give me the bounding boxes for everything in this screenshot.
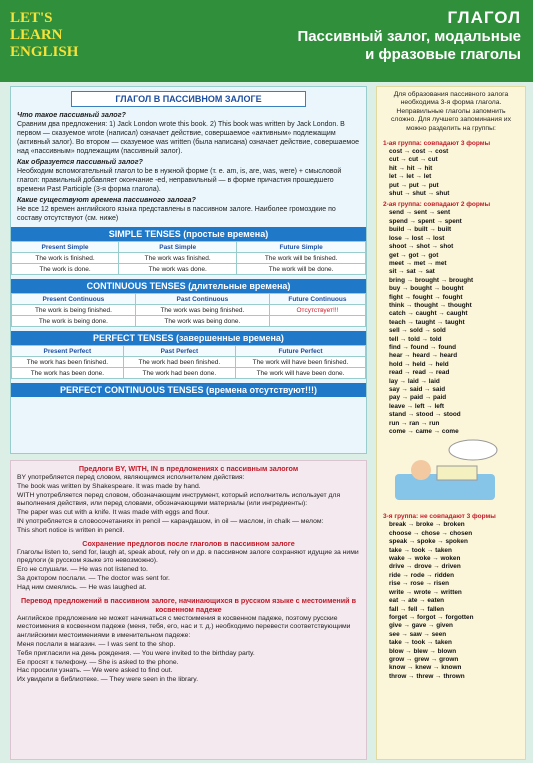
tense-table (11, 241, 366, 275)
verb-item: leave → left → left (389, 402, 445, 410)
section-title: ГЛАГОЛ В ПАССИВНОМ ЗАЛОГЕ (71, 91, 306, 107)
text-line: За доктором послали. — The doctor was sent for. (17, 574, 170, 582)
table-row (12, 368, 366, 379)
subtitle: Пассивный залог, модальные (297, 28, 521, 45)
verb-item: run → ran → run (389, 419, 440, 427)
verb-item: let → let → let (389, 173, 432, 181)
text-line: Их увидели в библиотеке. — They were seen in the library. (17, 676, 199, 684)
question: Что такое пассивный залог? (17, 110, 126, 119)
verb-item: tell → told → told (389, 335, 442, 343)
question: Как образуется пассивный залог? (17, 157, 143, 166)
subtitle: и фразовые глаголы (365, 46, 521, 63)
table-cell: The work has been finished. (12, 357, 124, 368)
table-cell: The work was being finished. (135, 305, 269, 316)
table-row (12, 316, 366, 327)
tense-band: SIMPLE TENSES (простые времена) (11, 227, 366, 241)
table-cell: The work is done. (12, 264, 119, 275)
table-cell: The work is being finished. (12, 305, 136, 316)
column-header: Future Perfect (235, 346, 365, 357)
illustration (377, 436, 525, 510)
column-header: Past Simple (119, 242, 237, 253)
verb-item: break → broke → broken (389, 521, 465, 529)
verb-item: hear → heard → heard (389, 352, 458, 360)
verb-item: pay → paid → paid (389, 394, 447, 402)
page-title (297, 8, 521, 64)
column-header: Present Perfect (12, 346, 124, 357)
table-cell: The work was finished. (119, 253, 237, 264)
passive-section (10, 86, 367, 454)
text-line: Над ним смеялись. — He was laughed at. (17, 583, 147, 591)
text-line: Ее просят к телефону. — She is asked to the phone. (17, 658, 179, 666)
verb-item: sell → sold → sold (389, 327, 446, 335)
column-header: Present Simple (12, 242, 119, 253)
verb-item: choose → chose → chosen (389, 529, 473, 537)
verb-item: fight → fought → fought (389, 293, 463, 301)
title: ГЛАГОЛ (447, 8, 521, 27)
text-line: Меня послали в магазин. — I was sent to the shop. (17, 640, 176, 648)
answer: Не все 12 времен английского языка представлены в пассивном залоге. Наиболее громоздкие по составу отсутствуют (см. ниже) (17, 206, 336, 222)
text-line: IN употребляется в словосочетаниях in pencil — карандашом, in oil — маслом, in chalk — мелом: (17, 517, 324, 525)
verb-item: build → built → built (389, 226, 452, 234)
verb-item: ride → rode → ridden (389, 571, 454, 579)
table-row (12, 357, 366, 368)
column-header: Past Continuous (135, 294, 269, 305)
verb-item: lay → laid → laid (389, 377, 440, 385)
verb-item: rise → rose → risen (389, 580, 450, 588)
verb-item: sit → sat → sat (389, 268, 435, 276)
verb-list (377, 521, 525, 681)
group-title: 3-я группа: не совпадают 3 формы (383, 513, 496, 521)
verb-item: spend → spent → spent (389, 217, 462, 225)
text-line: The paper was cut with a knife. It was made with eggs and flour. (17, 509, 210, 517)
table-cell: The work is being done. (12, 316, 136, 327)
verb-list (377, 148, 525, 198)
logo-line: LEARN (10, 27, 63, 43)
verb-item: speak → spoke → spoken (389, 538, 468, 546)
verb-item: give → gave → given (389, 622, 453, 630)
text-line: Глаголы listen to, send for, laugh at, speak about, rely on и др. в пассивном залоге сохраняют идущие за ними предлоги (в русском языке это невозможно). (17, 548, 359, 565)
text-line: The book was written by Shakespeare. It was made by hand. (17, 482, 201, 490)
text-line: BY употребляется перед словом, являющимся исполнителем действия: (17, 474, 245, 481)
verb-item: think → thought → thought (389, 301, 472, 309)
verb-item: put → put → put (389, 181, 439, 189)
table-cell: The work will have been done. (235, 368, 365, 379)
verb-item: bring → brought → brought (389, 276, 474, 284)
tense-band: PERFECT TENSES (завершенные времена) (11, 331, 366, 345)
text-line: Английское предложение не может начинаться с местоимения в косвенном падеже, поэтому русские местоимения в косвенном падеже (меня, тебя, его, нас и т. д.) необходимо перевести соответствующими английскими местоимениями в именительном падеже: (17, 614, 351, 640)
verb-item: stand → stood → stood (389, 411, 461, 419)
verb-item: teach → taught → taught (389, 318, 465, 326)
prep-lines (11, 615, 366, 685)
verb-item: fall → fell → fallen (389, 605, 445, 613)
verb-item: shut → shut → shut (389, 190, 450, 198)
group-title: 1-ая группа: совпадают 3 формы (383, 140, 491, 148)
text-line: Его не слушали. — He was not listened to. (17, 566, 148, 574)
table-cell: The work will be done. (237, 264, 366, 275)
verb-item: cost → cost → cost (389, 148, 449, 156)
verb-item: throw → threw → thrown (389, 672, 465, 680)
tenses-tables (11, 227, 366, 379)
table-cell: The work was done. (119, 264, 237, 275)
tense-table (11, 293, 366, 327)
verb-item: take → took → taken (389, 639, 452, 647)
table-row (12, 305, 366, 316)
answer: Необходим вспомогательный глагол to be в нужной форме (т. е. am, is, are, was, were) + смысловой глагол: правильный добавляет окончание -ed, неправильный — в форме причастия прошедшего времени Past Participle (3-я форма глагола). (17, 168, 342, 193)
answer: Сравним два предложения: 1) Jack London wrote this book. 2) This book was written by Jack London. В первом — сказуемое wrote (написал) означает действие, совершаемое «активным» подлежащим (активный залог). Во втором — сказуемое was written (была написана) означает действие, совершаемое над «пассивным» подлежащим (пассивный залог). (17, 121, 360, 155)
verb-item: blow → blew → blown (389, 647, 457, 655)
text-line: This short notice is written in pencil. (17, 526, 125, 534)
prepositions-section (10, 460, 367, 760)
tense-band: CONTINUOUS TENSES (длительные времена) (11, 279, 366, 293)
table-cell: Отсутствует!!! (269, 305, 365, 316)
text-line: WITH употребляется перед словом, обозначающим инструмент, который исполнитель использует для выполнения действия, или перед словами, обозначающими материалы (или ингредиенты): (17, 491, 341, 508)
verb-item: shoot → shot → shot (389, 243, 454, 251)
verb-item: lose → lost → lost (389, 234, 445, 242)
section-title: Перевод предложений в пассивном залоге, начинающихся в русском языке с местоимений в косвенном падеже (20, 595, 357, 614)
prep-lines (11, 474, 366, 536)
column-header: Future Continuous (269, 294, 365, 305)
verb-item: drive → drove → driven (389, 563, 461, 571)
irregular-verbs-panel (376, 86, 526, 760)
question: Какие существуют времена пассивного залога? (17, 195, 196, 204)
verb-item: read → read → read (389, 369, 450, 377)
verb-item: meet → met → met (389, 259, 447, 267)
tense-band: PERFECT CONTINUOUS TENSES (времена отсутствуют!!!) (11, 383, 366, 397)
verb-item: hit → hit → hit (389, 164, 433, 172)
section-title: Сохранение предлогов после глаголов в пассивном залоге (82, 538, 295, 548)
column-header: Present Continuous (12, 294, 136, 305)
verb-item: cut → cut → cut (389, 156, 438, 164)
table-cell: The work had been done. (123, 368, 235, 379)
tense-table (11, 345, 366, 379)
verb-item: forget → forgot → forgotten (389, 613, 474, 621)
logo-line: ENGLISH (10, 44, 79, 60)
column-header: Past Perfect (123, 346, 235, 357)
table-cell (269, 316, 365, 327)
table-row (12, 253, 366, 264)
verb-item: say → said → said (389, 386, 446, 393)
verb-item: hold → held → held (389, 360, 449, 368)
column-header: Future Simple (237, 242, 366, 253)
table-cell: The work will have been finished. (235, 357, 365, 368)
table-cell: The work had been finished. (123, 357, 235, 368)
table-cell: The work is finished. (12, 253, 119, 264)
verb-item: get → got → got (389, 251, 439, 259)
logo (10, 10, 78, 61)
section-title: Предлоги BY, WITH, IN в предложениях с пассивным залогом (78, 464, 299, 473)
verbs-intro: Для образования пассивного залога необходима 3-я форма глагола. Неправильные глаголы запомнить сложно. Для лучшего запоминания их можно разделить на группы: (391, 91, 511, 132)
header (0, 0, 533, 82)
verb-item: eat → ate → eaten (389, 597, 445, 605)
verb-list (377, 209, 525, 436)
verb-item: find → found → found (389, 343, 457, 351)
verb-item: buy → bought → bought (389, 285, 464, 293)
verb-item: write → wrote → written (389, 588, 462, 596)
table-row (12, 264, 366, 275)
verb-item: know → knew → known (389, 664, 462, 672)
verb-item: take → took → taken (389, 546, 452, 554)
verb-item: grow → grew → grown (389, 655, 459, 663)
verb-item: wake → woke → woken (389, 555, 461, 563)
group-title: 2-ая группа: совпадают 2 формы (383, 201, 491, 209)
table-cell: The work was being done. (135, 316, 269, 327)
text-line: Нас просили узнать. — We were asked to find out. (17, 667, 173, 675)
logo-line: LET'S (10, 10, 53, 26)
verb-item: send → sent → sent (389, 209, 451, 217)
sleeping-student-illustration (377, 436, 517, 510)
verb-item: come → came → come (389, 428, 459, 436)
prep-lines (11, 549, 366, 593)
verb-item: see → saw → seen (389, 630, 447, 638)
table-cell: The work will be finished. (237, 253, 366, 264)
text-line: Тебя пригласили на день рождения. — You were invited to the birthday party. (17, 649, 255, 657)
table-cell: The work has been done. (12, 368, 124, 379)
verb-item: catch → caught → caught (389, 310, 468, 318)
